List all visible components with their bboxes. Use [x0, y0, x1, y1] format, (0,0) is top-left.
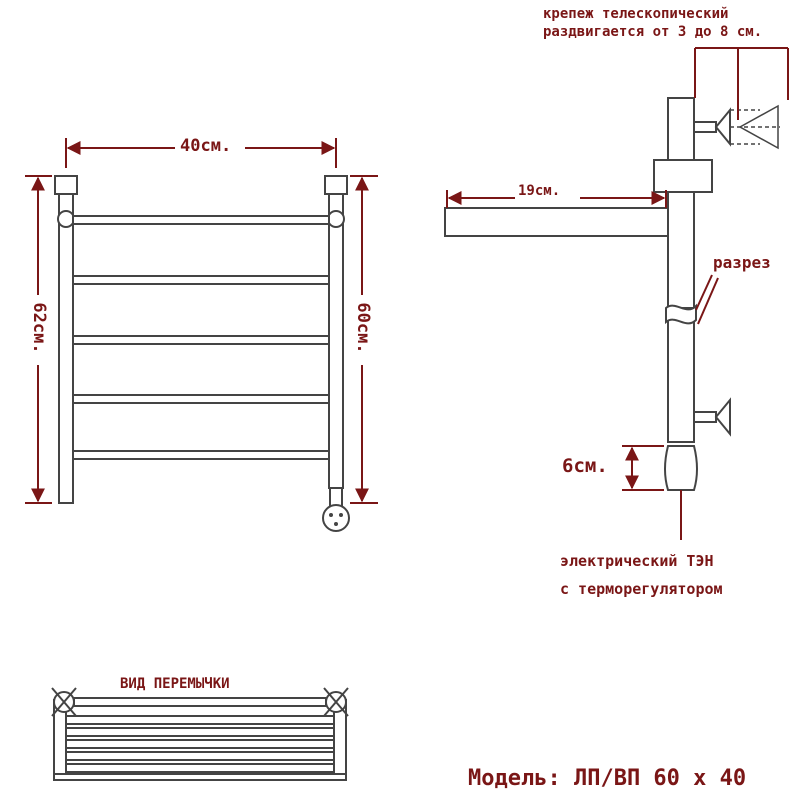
width-label: 40см. — [180, 136, 232, 156]
rail-5 — [73, 451, 329, 459]
right-post — [329, 188, 343, 488]
model-label: Модель: ЛП/ВП 60 х 40 — [468, 766, 747, 791]
heater-neck — [330, 488, 342, 506]
side-post-lower — [668, 318, 694, 442]
top-view-title: ВИД ПЕРЕМЫЧКИ — [120, 676, 230, 692]
top-rail-2 — [64, 728, 336, 736]
mount-label-line2: раздвигается от 3 до 8 см. — [543, 24, 763, 40]
heater-label-line2: с терморегулятором — [560, 580, 723, 598]
rail-3 — [73, 336, 329, 344]
section-label: разрез — [713, 253, 771, 272]
heater-plug — [323, 505, 349, 531]
right-post-joint — [328, 211, 344, 227]
inner-height-label: 60см. — [353, 302, 373, 354]
side-post-upper — [668, 98, 694, 308]
front-view — [55, 176, 349, 531]
left-post-cap — [55, 176, 77, 194]
rail-1 — [73, 216, 329, 224]
top-base — [54, 774, 346, 780]
rail-4 — [73, 395, 329, 403]
lower-bracket-cup — [716, 400, 730, 434]
top-rail-4 — [64, 752, 336, 760]
top-rail-3 — [64, 740, 336, 748]
upper-bracket-stem — [694, 122, 716, 132]
left-post-joint — [58, 211, 74, 227]
heater-label-line1: электрический ТЭН — [560, 552, 714, 570]
depth-label: 19см. — [518, 183, 561, 199]
top-rail-1 — [64, 716, 336, 724]
height-label: 62см. — [29, 302, 49, 354]
upper-bracket-cup — [716, 110, 730, 144]
mount-label-line1: крепеж телескопический — [543, 6, 729, 22]
rail-2 — [73, 276, 329, 284]
side-view — [445, 98, 730, 490]
heater-height-label: 6см. — [562, 455, 608, 477]
right-post-cap — [325, 176, 347, 194]
side-arm — [445, 208, 668, 236]
section-break — [666, 306, 696, 324]
lower-bracket-stem — [694, 412, 716, 422]
top-rail-5 — [64, 764, 336, 772]
top-crossbar — [74, 698, 326, 706]
top-view — [52, 688, 348, 780]
mount-clamp — [654, 160, 712, 192]
left-post — [59, 188, 73, 503]
side-dimensions — [447, 48, 788, 540]
heater-body — [665, 446, 697, 490]
